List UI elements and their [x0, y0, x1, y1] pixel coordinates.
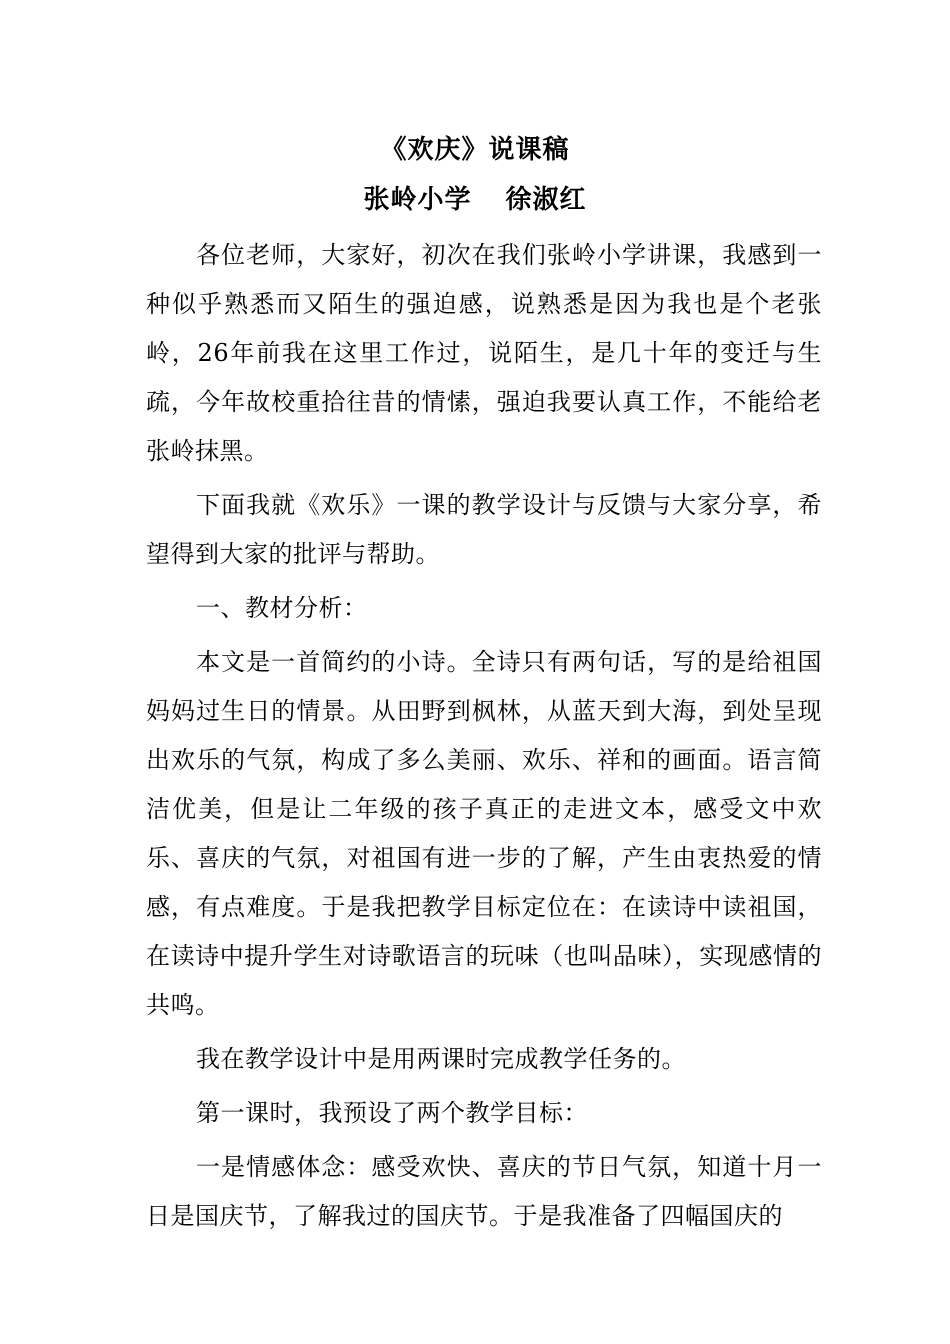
- author-school: 张岭小学: [363, 185, 472, 215]
- paragraph-greeting: 各位老师，大家好，初次在我们张岭小学讲课，我感到一种似乎熟悉而又陌生的强迫感，说熟悉是因为我也是个老张岭，26年前我在这里工作过，说陌生，是几十年的变迁与生疏，今年故校重拾往昔的情愫，强迫我要认真工作，不能给老张岭抹黑。: [146, 241, 822, 465]
- author-line: [0, 183, 950, 217]
- section-heading-material-analysis: 一、教材分析：: [196, 594, 368, 622]
- paragraph-first-lesson: 第一课时，我预设了两个教学目标：: [196, 1099, 588, 1127]
- paragraph-material-analysis: 本文是一首简约的小诗。全诗只有两句话，写的是给祖国妈妈过生日的情景。从田野到枫林，从蓝天到大海，到处呈现出欢乐的气氛，构成了多么美丽、欢乐、祥和的画面。语言简洁优美，但是让二年级的孩子真正的走进文本，感受文中欢乐、喜庆的气氛，对祖国有进一步的了解，产生由衷热爱的情感，有点难度。于是我把教学目标定位在：在读诗中读祖国，在读诗中提升学生对诗歌语言的玩味（也叫品味），实现感情的共鸣。: [146, 648, 822, 1019]
- document-body: [146, 231, 822, 1246]
- paragraph-lesson-plan: 我在教学设计中是用两课时完成教学任务的。: [196, 1045, 686, 1073]
- paragraph-intro: 下面我就《欢乐》一课的教学设计与反馈与大家分享，希望得到大家的批评与帮助。: [146, 491, 822, 568]
- author-name: 徐淑红: [505, 185, 587, 215]
- paragraph-goal-one: 一是情感体念：感受欢快、喜庆的节日气氛，知道十月一日是国庆节，了解我过的国庆节。于是我准备了四幅国庆的: [146, 1153, 822, 1230]
- document-title: 《欢庆》说课稿: [380, 135, 570, 165]
